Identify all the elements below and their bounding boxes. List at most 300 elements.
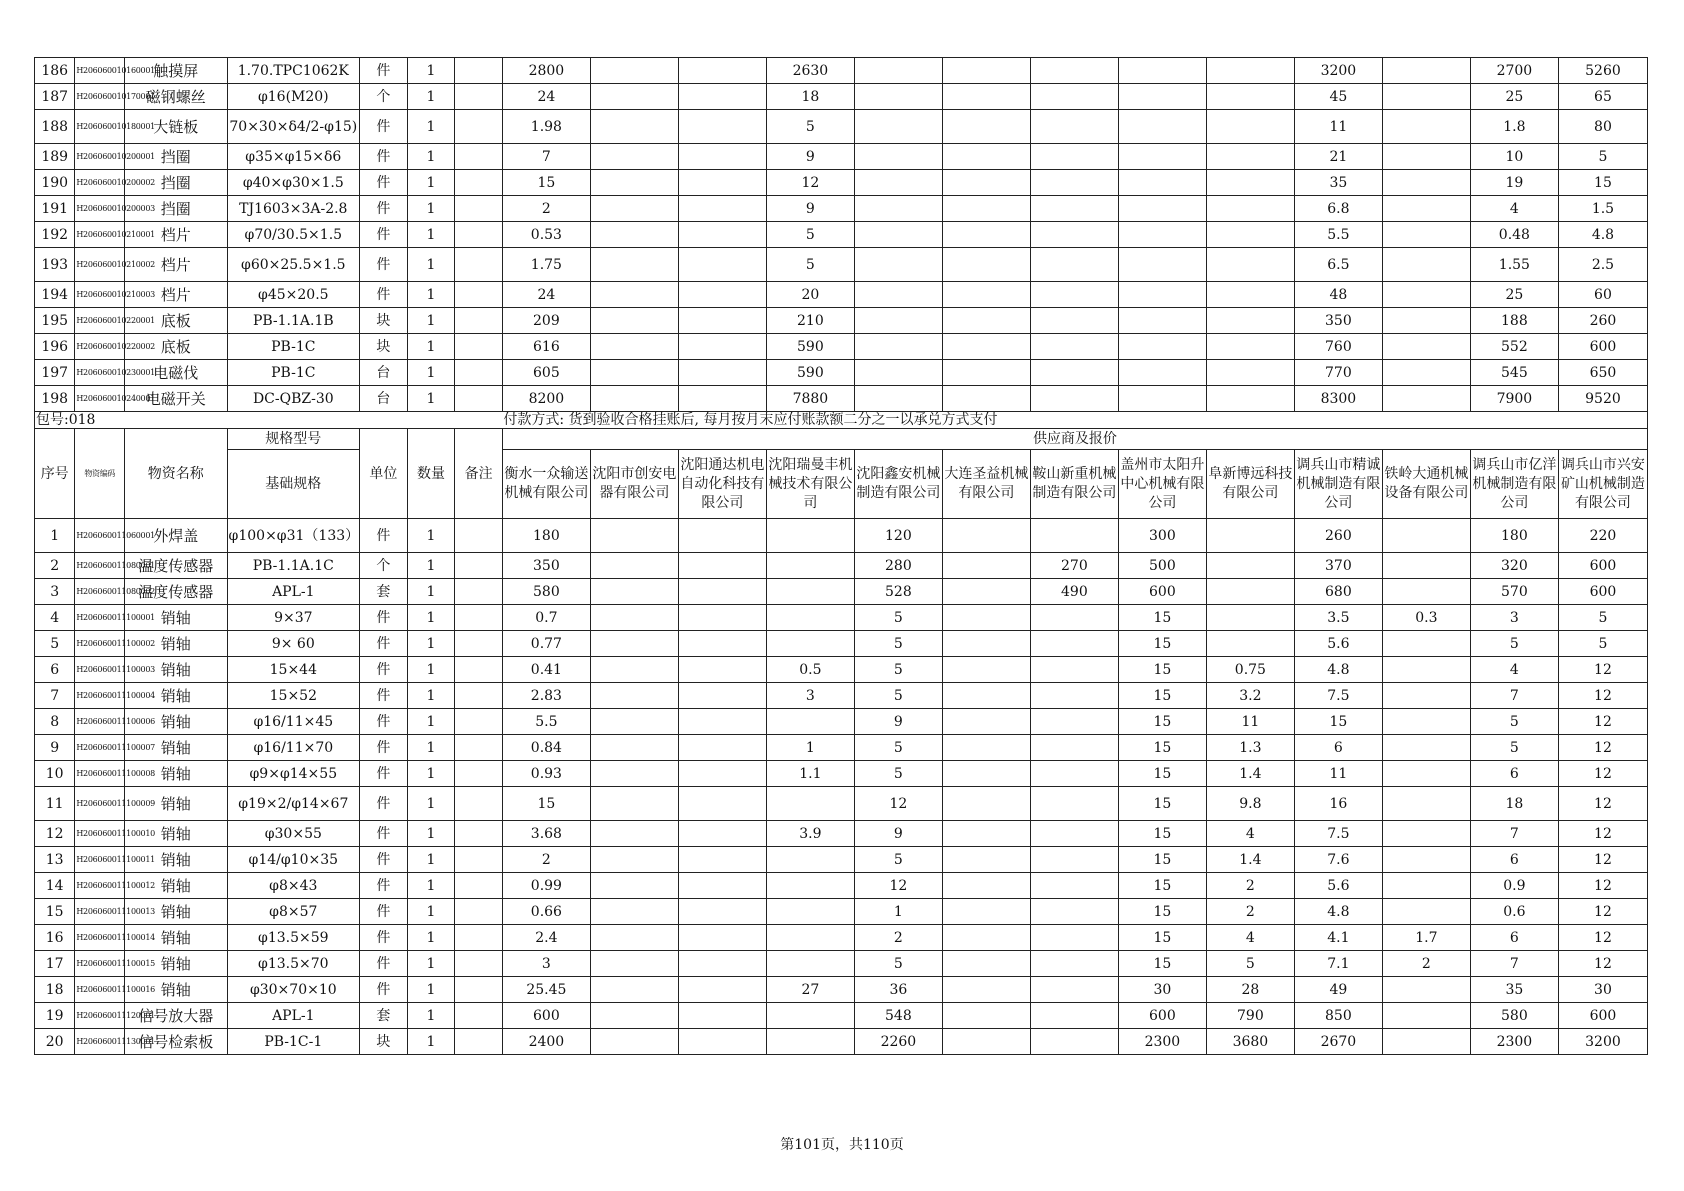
seq-cell: 17 xyxy=(35,951,75,977)
price-cell: 9 xyxy=(766,196,854,222)
code-cell: H206060010210001 xyxy=(75,222,125,248)
price-cell xyxy=(678,170,766,196)
name-cell: 外焊盖 xyxy=(125,519,227,553)
price-cell xyxy=(1206,248,1294,282)
spec-cell: φ60×25.5×1.5 xyxy=(227,248,360,282)
price-cell: 20 xyxy=(766,282,854,308)
table-row xyxy=(35,386,1648,412)
price-cell: 12 xyxy=(1558,683,1647,709)
qty-cell: 1 xyxy=(407,196,455,222)
name-cell: 温度传感器 xyxy=(125,579,227,605)
price-cell: 2670 xyxy=(1294,1029,1382,1055)
note-cell xyxy=(455,787,503,821)
price-cell: 0.9 xyxy=(1470,873,1558,899)
price-cell xyxy=(1118,110,1206,144)
unit-cell: 件 xyxy=(360,709,408,735)
price-cell xyxy=(1030,1029,1118,1055)
price-cell: 28 xyxy=(1206,977,1294,1003)
spec-cell: φ16/11×70 xyxy=(227,735,360,761)
price-cell: 15 xyxy=(1558,170,1647,196)
seq-cell: 16 xyxy=(35,925,75,951)
price-cell xyxy=(1118,144,1206,170)
price-cell: 35 xyxy=(1294,170,1382,196)
price-cell: 580 xyxy=(502,579,590,605)
name-cell: 销轴 xyxy=(125,605,227,631)
price-cell xyxy=(590,282,678,308)
price-cell: 12 xyxy=(1558,709,1647,735)
price-cell: 5 xyxy=(854,761,942,787)
price-cell xyxy=(590,386,678,412)
price-cell: 15 xyxy=(1118,821,1206,847)
code-cell: H206060011130001 xyxy=(75,1029,125,1055)
price-cell: 220 xyxy=(1558,519,1647,553)
price-cell: 15 xyxy=(1118,761,1206,787)
unit-cell: 件 xyxy=(360,761,408,787)
price-cell: 7.5 xyxy=(1294,683,1382,709)
price-cell: 2300 xyxy=(1118,1029,1206,1055)
price-cell xyxy=(1206,386,1294,412)
quotation-table xyxy=(34,57,1648,1055)
price-cell xyxy=(1030,683,1118,709)
price-cell: 60 xyxy=(1558,282,1647,308)
price-cell: 120 xyxy=(854,519,942,553)
price-cell xyxy=(1030,631,1118,657)
price-cell xyxy=(766,847,854,873)
spec-cell: APL-1 xyxy=(227,1003,360,1029)
price-cell xyxy=(766,1003,854,1029)
price-cell xyxy=(678,196,766,222)
price-cell: 5 xyxy=(1558,631,1647,657)
price-cell: 320 xyxy=(1470,553,1558,579)
price-cell: 180 xyxy=(1470,519,1558,553)
name-cell: 销轴 xyxy=(125,873,227,899)
unit-cell: 件 xyxy=(360,951,408,977)
price-cell xyxy=(590,579,678,605)
price-cell xyxy=(854,248,942,282)
qty-cell: 1 xyxy=(407,847,455,873)
price-cell: 12 xyxy=(766,170,854,196)
code-cell: H206060011100013 xyxy=(75,899,125,925)
price-cell: 500 xyxy=(1118,553,1206,579)
price-cell xyxy=(854,308,942,334)
price-cell: 0.99 xyxy=(502,873,590,899)
price-cell: 2.83 xyxy=(502,683,590,709)
seq-cell: 197 xyxy=(35,360,75,386)
price-cell: 1.4 xyxy=(1206,847,1294,873)
unit-cell: 件 xyxy=(360,821,408,847)
unit-cell: 件 xyxy=(360,977,408,1003)
unit-cell: 件 xyxy=(360,925,408,951)
price-cell: 0.93 xyxy=(502,761,590,787)
price-cell: 3 xyxy=(502,951,590,977)
code-cell: H206060010200001 xyxy=(75,144,125,170)
price-cell: 680 xyxy=(1294,579,1382,605)
price-cell: 2 xyxy=(854,925,942,951)
price-cell: 548 xyxy=(854,1003,942,1029)
price-cell xyxy=(854,334,942,360)
qty-cell: 1 xyxy=(407,977,455,1003)
code-cell: H206060010200002 xyxy=(75,170,125,196)
price-cell xyxy=(854,58,942,84)
price-cell xyxy=(678,847,766,873)
price-cell xyxy=(1382,519,1470,553)
price-cell: 260 xyxy=(1558,308,1647,334)
table-row xyxy=(35,579,1648,605)
price-cell: 6 xyxy=(1470,847,1558,873)
seq-cell: 196 xyxy=(35,334,75,360)
seq-cell: 10 xyxy=(35,761,75,787)
price-cell xyxy=(942,196,1030,222)
price-cell xyxy=(766,1029,854,1055)
note-cell xyxy=(455,170,503,196)
price-cell xyxy=(1382,553,1470,579)
price-cell xyxy=(942,308,1030,334)
price-cell xyxy=(678,222,766,248)
price-cell: 7 xyxy=(502,144,590,170)
code-cell: H206060010170001 xyxy=(75,84,125,110)
price-cell: 6 xyxy=(1470,761,1558,787)
price-cell: 600 xyxy=(1558,553,1647,579)
price-cell xyxy=(942,925,1030,951)
price-cell xyxy=(942,1003,1030,1029)
price-cell xyxy=(942,519,1030,553)
price-cell: 15 xyxy=(1118,951,1206,977)
price-cell xyxy=(1118,308,1206,334)
price-cell xyxy=(1030,360,1118,386)
price-cell: 2300 xyxy=(1470,1029,1558,1055)
note-cell xyxy=(455,761,503,787)
price-cell xyxy=(766,579,854,605)
spec-cell: φ19×2/φ14×67 xyxy=(227,787,360,821)
table-row xyxy=(35,84,1648,110)
code-cell: H206060011100001 xyxy=(75,605,125,631)
note-cell xyxy=(455,735,503,761)
price-cell: 3200 xyxy=(1294,58,1382,84)
price-cell: 2630 xyxy=(766,58,854,84)
price-cell xyxy=(678,248,766,282)
price-cell xyxy=(1382,709,1470,735)
table-row xyxy=(35,1003,1648,1029)
unit-cell: 台 xyxy=(360,386,408,412)
seq-cell: 186 xyxy=(35,58,75,84)
price-cell: 15 xyxy=(1118,899,1206,925)
price-cell: 5 xyxy=(854,735,942,761)
price-cell xyxy=(678,84,766,110)
unit-cell: 件 xyxy=(360,196,408,222)
price-cell: 5 xyxy=(854,951,942,977)
note-cell xyxy=(455,519,503,553)
price-cell: 24 xyxy=(502,282,590,308)
price-cell: 12 xyxy=(1558,925,1647,951)
price-cell: 0.6 xyxy=(1470,899,1558,925)
price-cell xyxy=(590,709,678,735)
price-cell: 30 xyxy=(1118,977,1206,1003)
name-cell: 磁钢螺丝 xyxy=(125,84,227,110)
price-cell: 9520 xyxy=(1558,386,1647,412)
spec-cell: PB-1.1A.1C xyxy=(227,553,360,579)
price-cell: 760 xyxy=(1294,334,1382,360)
price-cell: 49 xyxy=(1294,977,1382,1003)
price-cell xyxy=(590,1003,678,1029)
table-row xyxy=(35,222,1648,248)
spec-cell: φ40×φ30×1.5 xyxy=(227,170,360,196)
price-cell: 11 xyxy=(1294,761,1382,787)
price-cell: 5 xyxy=(854,605,942,631)
note-cell xyxy=(455,631,503,657)
price-cell: 12 xyxy=(1558,787,1647,821)
price-cell: 80 xyxy=(1558,110,1647,144)
price-cell xyxy=(678,282,766,308)
qty-cell: 1 xyxy=(407,308,455,334)
price-cell: 15 xyxy=(1118,657,1206,683)
price-cell xyxy=(942,631,1030,657)
unit-cell: 件 xyxy=(360,735,408,761)
price-cell: 590 xyxy=(766,334,854,360)
price-cell xyxy=(942,683,1030,709)
price-cell: 270 xyxy=(1030,553,1118,579)
price-cell xyxy=(1382,386,1470,412)
price-cell xyxy=(1118,84,1206,110)
price-cell xyxy=(942,761,1030,787)
code-cell: H206060011100014 xyxy=(75,925,125,951)
code-cell: H206060010160001 xyxy=(75,58,125,84)
price-cell xyxy=(678,579,766,605)
seq-cell: 2 xyxy=(35,553,75,579)
note-cell xyxy=(455,144,503,170)
price-cell: 48 xyxy=(1294,282,1382,308)
qty-cell: 1 xyxy=(407,631,455,657)
price-cell: 24 xyxy=(502,84,590,110)
seq-cell: 192 xyxy=(35,222,75,248)
note-cell xyxy=(455,605,503,631)
seq-cell: 4 xyxy=(35,605,75,631)
price-cell: 605 xyxy=(502,360,590,386)
spec-cell: φ9×φ14×55 xyxy=(227,761,360,787)
spec-cell: 9× 60 xyxy=(227,631,360,657)
price-cell xyxy=(590,787,678,821)
price-cell: 2 xyxy=(1206,899,1294,925)
price-cell xyxy=(1382,58,1470,84)
price-cell: 5 xyxy=(854,657,942,683)
price-cell xyxy=(678,761,766,787)
price-cell xyxy=(1206,605,1294,631)
unit-cell: 件 xyxy=(360,605,408,631)
price-cell xyxy=(590,519,678,553)
price-cell: 7 xyxy=(1470,683,1558,709)
price-cell xyxy=(1118,170,1206,196)
seq-cell: 195 xyxy=(35,308,75,334)
price-cell: 0.41 xyxy=(502,657,590,683)
price-cell: 45 xyxy=(1294,84,1382,110)
price-cell: 490 xyxy=(1030,579,1118,605)
price-cell: 11 xyxy=(1206,709,1294,735)
price-cell xyxy=(1206,58,1294,84)
price-cell: 370 xyxy=(1294,553,1382,579)
table-row xyxy=(35,170,1648,196)
price-cell: 9 xyxy=(766,144,854,170)
unit-cell: 件 xyxy=(360,631,408,657)
price-cell: 1.1 xyxy=(766,761,854,787)
price-cell xyxy=(590,1029,678,1055)
code-cell: H206060011100016 xyxy=(75,977,125,1003)
price-cell: 65 xyxy=(1558,84,1647,110)
price-cell xyxy=(590,170,678,196)
price-cell: 7.6 xyxy=(1294,847,1382,873)
price-cell xyxy=(1382,308,1470,334)
price-cell xyxy=(854,196,942,222)
price-cell xyxy=(1030,821,1118,847)
table-row xyxy=(35,735,1648,761)
spec-cell: φ70/30.5×1.5 xyxy=(227,222,360,248)
price-cell xyxy=(1382,222,1470,248)
price-cell: 3200 xyxy=(1558,1029,1647,1055)
price-cell: 0.75 xyxy=(1206,657,1294,683)
price-cell xyxy=(590,821,678,847)
table-row xyxy=(35,605,1648,631)
price-cell xyxy=(942,735,1030,761)
price-cell: 180 xyxy=(502,519,590,553)
table-row xyxy=(35,821,1648,847)
table-row xyxy=(35,360,1648,386)
price-cell: 2700 xyxy=(1470,58,1558,84)
price-cell xyxy=(1382,683,1470,709)
header-qty: 数量 xyxy=(407,429,455,519)
qty-cell: 1 xyxy=(407,787,455,821)
price-cell xyxy=(590,605,678,631)
note-cell xyxy=(455,579,503,605)
qty-cell: 1 xyxy=(407,579,455,605)
qty-cell: 1 xyxy=(407,1029,455,1055)
name-cell: 销轴 xyxy=(125,657,227,683)
price-cell xyxy=(942,248,1030,282)
code-cell: H206060011080002 xyxy=(75,579,125,605)
spec-cell: φ100×φ31（133） xyxy=(227,519,360,553)
price-cell xyxy=(1382,360,1470,386)
note-cell xyxy=(455,951,503,977)
price-cell xyxy=(1382,821,1470,847)
price-cell xyxy=(1030,84,1118,110)
header-code: 物资编码 xyxy=(75,429,125,519)
price-cell xyxy=(1382,977,1470,1003)
name-cell: 档片 xyxy=(125,222,227,248)
price-cell: 6.5 xyxy=(1294,248,1382,282)
price-cell xyxy=(766,709,854,735)
price-cell xyxy=(1030,170,1118,196)
name-cell: 档片 xyxy=(125,282,227,308)
code-cell: H206060010240001 xyxy=(75,386,125,412)
price-cell: 209 xyxy=(502,308,590,334)
name-cell: 销轴 xyxy=(125,709,227,735)
code-cell: H206060010180001 xyxy=(75,110,125,144)
price-cell xyxy=(1206,282,1294,308)
code-cell: H206060011100003 xyxy=(75,657,125,683)
seq-cell: 6 xyxy=(35,657,75,683)
price-cell xyxy=(1206,170,1294,196)
price-cell xyxy=(1030,1003,1118,1029)
price-cell: 7 xyxy=(1470,821,1558,847)
price-cell: 15 xyxy=(1294,709,1382,735)
price-cell: 4 xyxy=(1206,821,1294,847)
table-row xyxy=(35,683,1648,709)
table-row xyxy=(35,1029,1648,1055)
seq-cell: 15 xyxy=(35,899,75,925)
price-cell xyxy=(1118,386,1206,412)
price-cell xyxy=(766,899,854,925)
price-cell: 260 xyxy=(1294,519,1382,553)
price-cell xyxy=(854,386,942,412)
price-cell xyxy=(1030,308,1118,334)
price-cell: 2800 xyxy=(502,58,590,84)
price-cell xyxy=(942,605,1030,631)
seq-cell: 3 xyxy=(35,579,75,605)
unit-cell: 件 xyxy=(360,519,408,553)
price-cell xyxy=(1118,248,1206,282)
price-cell xyxy=(942,84,1030,110)
price-cell: 25 xyxy=(1470,84,1558,110)
price-cell xyxy=(1206,360,1294,386)
table-row xyxy=(35,282,1648,308)
price-cell xyxy=(1030,787,1118,821)
spec-cell: PB-1C xyxy=(227,360,360,386)
qty-cell: 1 xyxy=(407,386,455,412)
code-cell: H206060011100002 xyxy=(75,631,125,657)
price-cell: 2 xyxy=(1382,951,1470,977)
unit-cell: 个 xyxy=(360,84,408,110)
price-cell xyxy=(1118,360,1206,386)
price-cell: 15 xyxy=(1118,873,1206,899)
note-cell xyxy=(455,386,503,412)
seq-cell: 20 xyxy=(35,1029,75,1055)
price-cell: 7.5 xyxy=(1294,821,1382,847)
price-cell xyxy=(1382,873,1470,899)
price-cell: 4.8 xyxy=(1294,657,1382,683)
qty-cell: 1 xyxy=(407,84,455,110)
qty-cell: 1 xyxy=(407,282,455,308)
qty-cell: 1 xyxy=(407,170,455,196)
price-cell: 10 xyxy=(1470,144,1558,170)
qty-cell: 1 xyxy=(407,605,455,631)
code-cell: H206060011100008 xyxy=(75,761,125,787)
spec-cell: φ35×φ15×δ6 xyxy=(227,144,360,170)
name-cell: 信号放大器 xyxy=(125,1003,227,1029)
price-cell: 12 xyxy=(1558,951,1647,977)
price-cell: 21 xyxy=(1294,144,1382,170)
price-cell: 210 xyxy=(766,308,854,334)
price-cell: 16 xyxy=(1294,787,1382,821)
table-row xyxy=(35,334,1648,360)
qty-cell: 1 xyxy=(407,553,455,579)
price-cell xyxy=(1030,709,1118,735)
code-cell: H206060011100010 xyxy=(75,821,125,847)
name-cell: 底板 xyxy=(125,334,227,360)
price-cell xyxy=(590,735,678,761)
name-cell: 触摸屏 xyxy=(125,58,227,84)
price-cell xyxy=(942,579,1030,605)
qty-cell: 1 xyxy=(407,1003,455,1029)
price-cell xyxy=(678,683,766,709)
note-cell xyxy=(455,683,503,709)
price-cell: 790 xyxy=(1206,1003,1294,1029)
price-cell: 650 xyxy=(1558,360,1647,386)
price-cell: 12 xyxy=(1558,899,1647,925)
price-cell xyxy=(590,248,678,282)
price-cell xyxy=(1382,170,1470,196)
seq-cell: 18 xyxy=(35,977,75,1003)
table-row xyxy=(35,196,1648,222)
qty-cell: 1 xyxy=(407,144,455,170)
header-supplier: 调兵山市亿洋机械制造有限公司 xyxy=(1470,450,1558,519)
price-cell: 600 xyxy=(1118,1003,1206,1029)
